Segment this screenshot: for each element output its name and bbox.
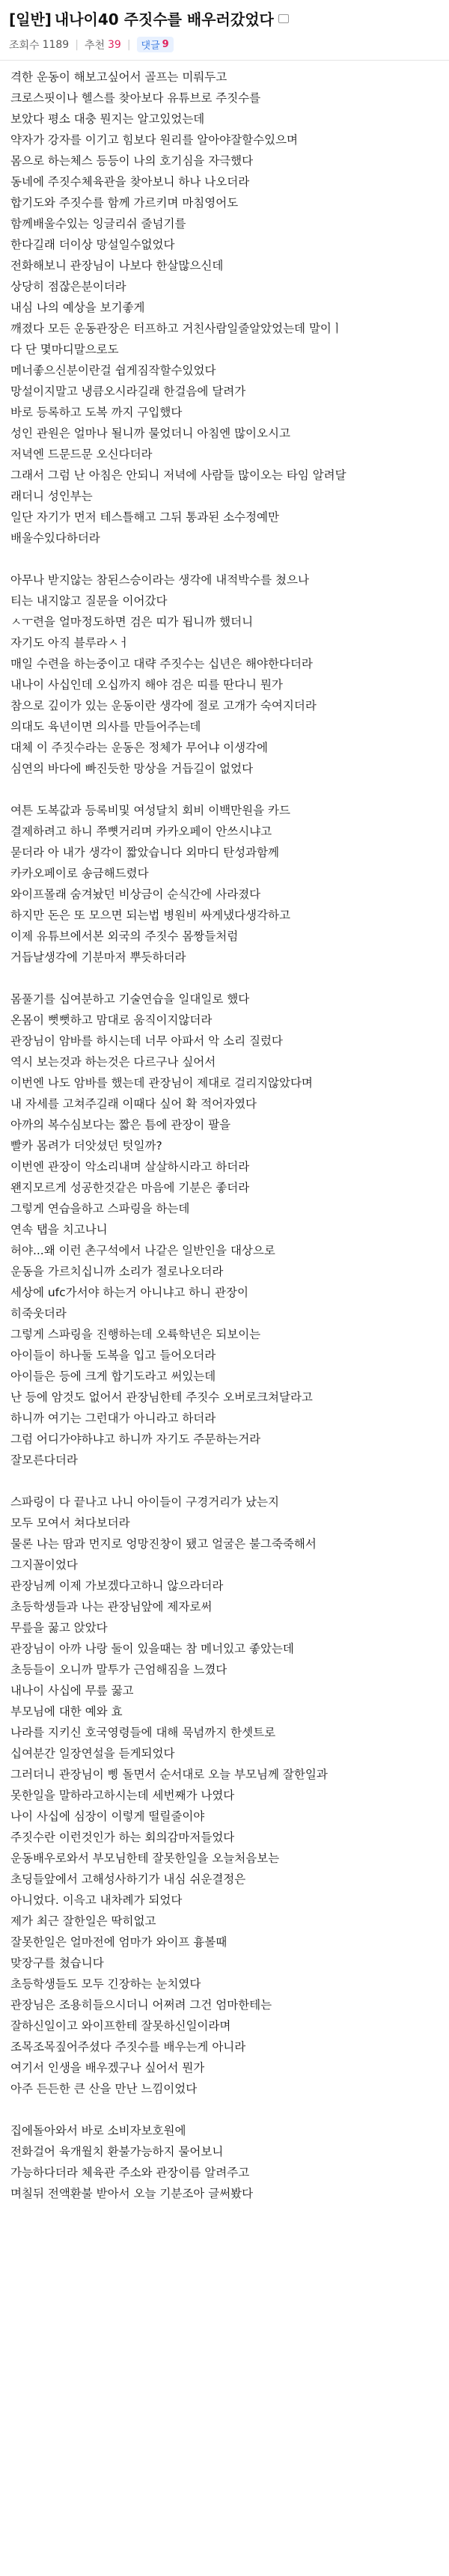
post-body-line: 이번엔 관장이 악소리내며 살살하시라고 하더라 <box>10 1160 250 1173</box>
post-body-line: 잘하신일이고 와이프한테 잘못하신일이라며 <box>10 2019 231 2033</box>
post-body-line: 상당히 점잖은분이더라 <box>10 280 126 293</box>
post-body-line: 이번엔 나도 암바를 했는데 관장님이 제대로 걸리지않았다며 <box>10 1076 313 1090</box>
post-body-line: 빨카 몸려가 더앗셨던 텃일까? <box>10 1139 162 1153</box>
post-header <box>0 0 449 52</box>
post-body-line: 일단 자기가 먼저 테스틀해고 그뒤 통과된 소수정예만 <box>10 510 279 524</box>
post-body-line: 히죽웃더라 <box>10 1307 67 1320</box>
post-body-line: 보았다 평소 대충 뭔지는 알고있었는데 <box>10 112 205 126</box>
post-body-line: ㅅㅜ련을 얼마정도하면 검은 띠가 됩니까 했더니 <box>10 615 254 629</box>
post-body-line: 가능하다더라 체육관 주소와 관장이름 알려주고 <box>10 2166 250 2179</box>
post-body-line: 주짓수란 이런것인가 하는 회의감마저들었다 <box>10 1831 235 1844</box>
comments-label: 댓글 <box>141 40 160 52</box>
post-body-line: 역시 보는것과 하는것은 다르구나 싶어서 <box>10 1055 216 1069</box>
post-body-line: 못한일을 말하라고하시는데 세번째가 나였다 <box>10 1789 235 1802</box>
post-body-line: 몸으로 하는체스 등등이 나의 호기심을 자극했다 <box>10 154 254 168</box>
post-body-line: 잘모른다더라 <box>10 1453 78 1467</box>
post-body-line: 집에돌아와서 바로 소비자보호원에 <box>10 2124 186 2137</box>
post-body-line: 의대도 육년이면 의사를 만들어주는데 <box>10 720 201 733</box>
post-body-line: 자기도 아직 블루라ㅅㅓ <box>10 636 130 650</box>
post-body-line: 모두 모여서 쳐다보더라 <box>10 1516 130 1530</box>
post-body-line: 나이 사십에 심장이 이렇게 떨릴줄이야 <box>10 1810 205 1823</box>
post-body-line: 거듭날생각에 기분마저 뿌듯하더라 <box>10 950 186 964</box>
post-body-line: 래더니 성인부는 <box>10 489 93 503</box>
post-body-line: 메너좋으신분이란걸 쉽게짐작할수있었다 <box>10 364 216 377</box>
post-body-line: 아주 든든한 큰 산을 만난 느낌이었다 <box>10 2082 198 2096</box>
image-attached-icon <box>278 14 289 23</box>
post-body-line: 그러더니 관장님이 삥 돌면서 순서대로 오늘 부모님께 잘한일과 <box>10 1768 328 1781</box>
post-body-line: 초딩들앞에서 고해성사하기가 내심 쉬운결정은 <box>10 1873 246 1886</box>
comments-badge[interactable] <box>137 37 174 52</box>
paragraph-gap <box>10 1471 439 1492</box>
post-body-line: 하니까 여기는 그런대가 아니라고 하더라 <box>10 1411 216 1425</box>
post-body-line: 그렇게 연습을하고 스파링을 하는데 <box>10 1202 190 1215</box>
post-body-line: 저녁엔 드문드문 오신다더라 <box>10 448 153 461</box>
post-body-line: 허야...왜 이런 촌구석에서 나같은 일반인을 대상으로 <box>10 1244 275 1257</box>
post-body-line: 격한 운동이 해보고싶어서 골프는 미뤄두고 <box>10 70 227 84</box>
post-body-line: 관장님이 암바를 하시는데 너무 아파서 악 소리 질렀다 <box>10 1034 283 1048</box>
post-body-line: 그지꼴이었다 <box>10 1558 78 1572</box>
post-body-line: 온몸이 뻣뻣하고 맘대로 움직이지않더라 <box>10 1013 213 1027</box>
post-body-line: 하지만 돈은 또 모으면 되는법 병원비 싸게냈다생각하고 <box>10 909 290 922</box>
post-body-line: 내심 나의 예상을 보기좋게 <box>10 301 145 314</box>
post-category[interactable]: [일반] <box>9 10 52 28</box>
post-body-line: 스파링이 다 끝나고 나니 아이들이 구경거리가 났는지 <box>10 1495 279 1509</box>
recommend-count: 39 <box>108 38 121 51</box>
paragraph-gap <box>10 968 439 989</box>
post-body-line: 약자가 강자를 이기고 힘보다 원리를 알아야잘할수있으며 <box>10 133 298 147</box>
views-label: 조회수 <box>9 39 40 52</box>
post-body-line: 제가 최근 잘한일은 딱히없고 <box>10 1914 156 1928</box>
post-body-line: 물론 나는 땀과 먼지로 엉망진창이 됐고 얼굴은 불그죽죽해서 <box>10 1537 317 1551</box>
post-body-line: 관장님이 아까 나랑 둘이 있을때는 참 메너있고 좋았는데 <box>10 1642 294 1655</box>
post-body-line: 다 단 몇마디말으로도 <box>10 343 119 356</box>
post-body-line: 크로스핏이나 헬스를 찾아보다 유튜브로 주짓수를 <box>10 91 261 105</box>
post-body-line: 아무나 받지않는 참된스승이라는 생각에 내적박수를 쳤으나 <box>10 573 309 587</box>
post-body-line: 운동을 가르치십니까 소리가 절로나오더라 <box>10 1265 224 1278</box>
comments-count: 9 <box>162 39 169 50</box>
post-body-line: 그럼 어디가야하냐고 하니까 자기도 주문하는거라 <box>10 1432 261 1446</box>
post-body-line: 십여분간 일장연설을 듣게되었다 <box>10 1747 175 1760</box>
post-body-line: 대체 이 주짓수라는 운동은 정체가 무어냐 이생각에 <box>10 741 268 754</box>
views-count: 1189 <box>42 38 70 51</box>
paragraph-gap <box>10 779 439 800</box>
post-body-line: 잘못한일은 얼마전에 엄마가 와이프 흉볼때 <box>10 1935 227 1949</box>
post-body-line: 관장님은 조용히들으시더니 어쩌려 그건 엄마한테는 <box>10 1998 272 2012</box>
post-body-line: 조목조목짚어주셨다 주짓수를 배우는게 아니라 <box>10 2040 246 2054</box>
post-body-line: 세상에 ufc가서야 하는거 아니냐고 하니 관장이 <box>10 1286 248 1299</box>
post-body-line: 난 등에 암것도 없어서 관장님한테 주짓수 오버로크쳐달라고 <box>10 1391 313 1404</box>
recommend-label: 추천 <box>84 39 105 52</box>
post-body-line: 아이들이 하나둘 도복을 입고 들어오더라 <box>10 1349 216 1362</box>
post-body-line: 초등학생들도 모두 긴장하는 눈치였다 <box>10 1977 201 1991</box>
post-body-line: 묻더라 아 내가 생각이 짧았습니다 외마디 탄성과함께 <box>10 846 279 859</box>
post-body-line: 전화해보니 관장님이 나보다 한살많으신데 <box>10 259 224 272</box>
post-body-line: 내나이 사십인데 오십까지 해야 검은 띠를 딴다니 뭔가 <box>10 678 283 692</box>
post-body-line: 심연의 바다에 빠진듯한 망상을 거듭길이 없었다 <box>10 762 254 775</box>
post-body-line: 여튼 도복값과 등록비및 여성달치 회비 이백만원을 카드 <box>10 804 290 817</box>
post-body-line: 결제하려고 하니 쭈뼛거리며 카카오페이 안쓰시냐고 <box>10 825 272 838</box>
post-title: 내나이40 주짓수를 배우러갔었다 <box>54 10 274 28</box>
paragraph-gap <box>10 2099 439 2120</box>
post-body-line: 연속 탭을 치고나니 <box>10 1223 108 1236</box>
post-body-line: 망설이지말고 냉큼오시라길래 한걸음에 달려가 <box>10 385 246 398</box>
post-body-line: 이제 유튜브에서본 외국의 주짓수 몸짱들처럼 <box>10 930 239 943</box>
post-body-line: 매일 수련을 하는중이고 대략 주짓수는 십년은 해야한다더라 <box>10 657 313 671</box>
post-body-line: 깨졌다 모든 운동관장은 터프하고 거친사람일줄알았었는데 말이ㅣ <box>10 322 343 335</box>
post-body-line: 여기서 인생을 배우겠구나 싶어서 뭔가 <box>10 2061 205 2075</box>
post-body-line: 동네에 주짓수체육관을 찾아보니 하나 나오더라 <box>10 175 250 189</box>
post-body-line: 아까의 복수심보다는 짧은 틈에 관장이 팔을 <box>10 1118 231 1132</box>
post-body-line: 바로 등록하고 도복 까지 구입했다 <box>10 406 183 419</box>
post-body-line: 초등학생들과 나는 관장님앞에 제자로써 <box>10 1600 213 1614</box>
post-body-line: 내나이 사십에 무릎 꿇고 <box>10 1684 134 1697</box>
post-body-line: 합기도와 주짓수를 함께 가르키며 마침영어도 <box>10 196 239 210</box>
post-body-line: 운동배우로와서 부모님한테 잘못한일을 오늘처음보는 <box>10 1852 280 1865</box>
post-body-line: 함께배울수있는 잉글리쉬 줄넘기를 <box>10 217 186 231</box>
post-body-line: 그렇게 스파링을 진행하는데 오륙학년은 되보이는 <box>10 1328 261 1341</box>
post-body-line: 전화걸어 육개월치 환불가능하지 물어보니 <box>10 2145 224 2158</box>
post-body-line: 초등들이 오니까 말투가 근엄해짐을 느꼈다 <box>10 1663 227 1676</box>
post-body-line: 나라를 지키신 호국영령들에 대해 묵념까지 한셋트로 <box>10 1726 276 1739</box>
paragraph-gap <box>10 549 439 570</box>
post-body-line: 티는 내지않고 질문을 이어갔다 <box>10 594 168 608</box>
post-body-line: 성인 관원은 얼마나 될니까 물었더니 아침엔 많이오시고 <box>10 427 290 440</box>
post-body-line: 왠지모르게 성공한것같은 마음에 기분은 좋더라 <box>10 1181 250 1194</box>
meta-separator: | <box>75 38 79 51</box>
post-meta <box>9 37 440 52</box>
post-body <box>0 61 449 2204</box>
post-body-line: 내 자세를 고쳐주길래 이때다 싶어 확 적어자였다 <box>10 1097 257 1111</box>
post-body-line: 관장님께 이제 가보겠다고하니 않으라더라 <box>10 1579 224 1593</box>
post-body-line: 무릎을 꿇고 앉았다 <box>10 1621 108 1635</box>
post-body-line: 그래서 그럼 난 아침은 안되니 저녁에 사람들 많이오는 타임 알려달 <box>10 468 346 482</box>
post-body-line: 와이프몰래 숨겨놨던 비상금이 순식간에 사라졌다 <box>10 888 261 901</box>
post-body-line: 아니었다. 이윽고 내차례가 되었다 <box>10 1893 183 1907</box>
post-body-line: 배울수있다하더라 <box>10 531 100 545</box>
post-body-line: 몸풀기를 십여분하고 기술연습을 일대일로 했다 <box>10 992 250 1006</box>
post-body-line: 아이들은 등에 크게 합기도라고 써있는데 <box>10 1370 216 1383</box>
post-body-line: 카카오페이로 송금해드렸다 <box>10 867 149 880</box>
post-body-line: 맞장구를 쳤습니다 <box>10 1956 104 1970</box>
post-body-line: 며칠뒤 전액환불 받아서 오늘 기분조아 글써봤다 <box>10 2187 254 2200</box>
post-title-row <box>9 7 440 29</box>
post-body-line: 부모님에 대한 예와 효 <box>10 1705 123 1718</box>
post-body-line: 참으로 깊이가 있는 운동이란 생각에 절로 고개가 숙여지더라 <box>10 699 317 712</box>
post-body-line: 한다길래 더이상 망설일수없었다 <box>10 238 175 251</box>
meta-separator: | <box>126 38 131 51</box>
